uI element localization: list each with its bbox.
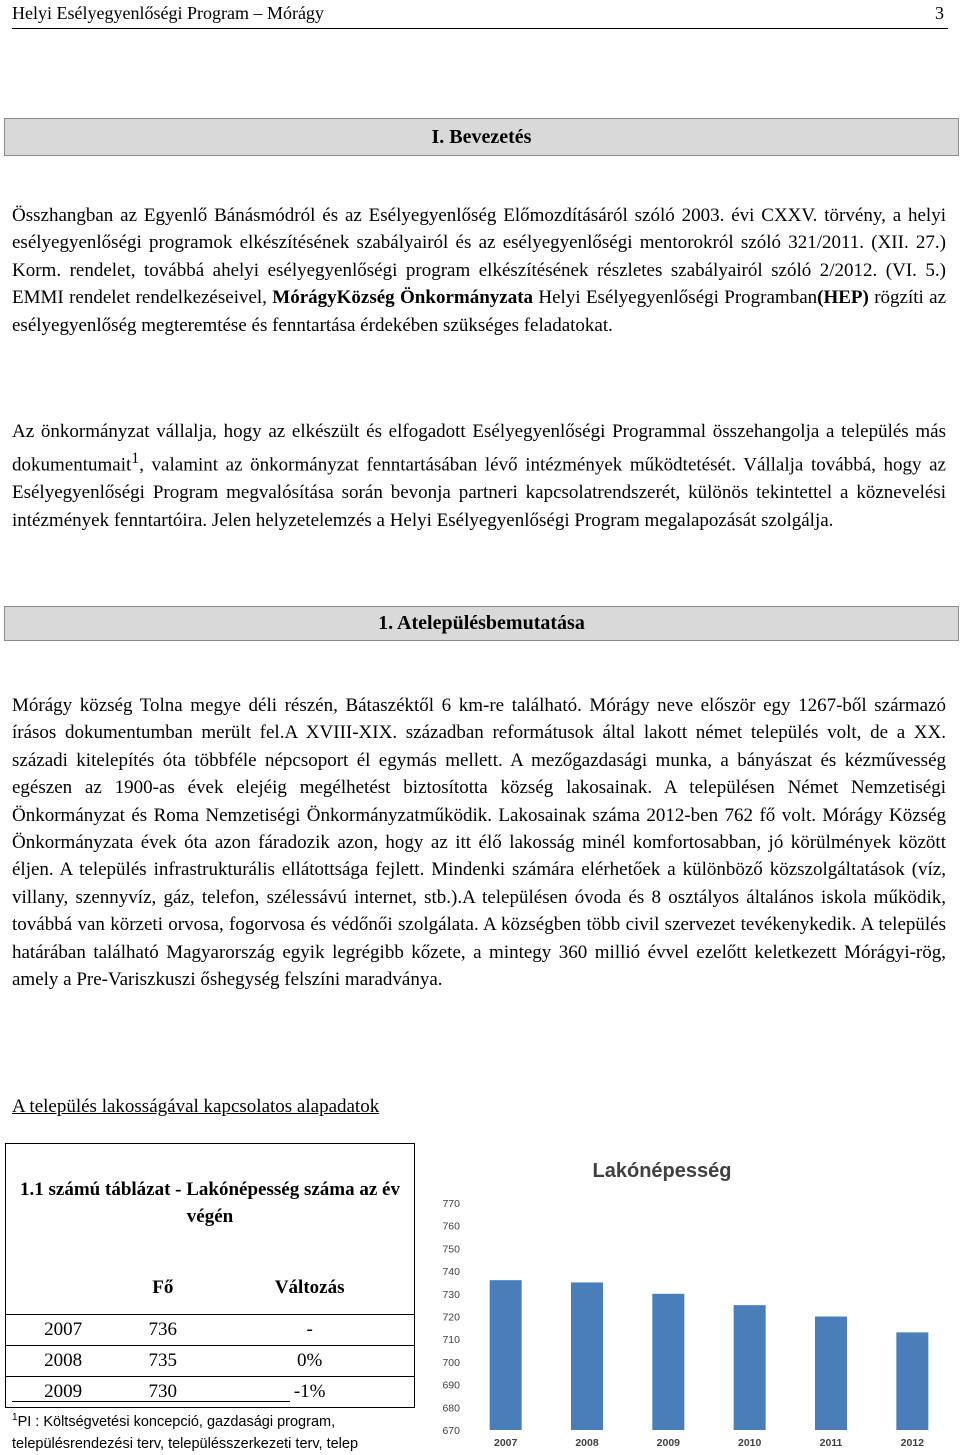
section-heading-telepules: 1. Atelepülésbemutatása: [4, 606, 959, 641]
y-tick-label: 700: [442, 1356, 460, 1369]
intro-hep-abbr: (HEP): [817, 287, 869, 309]
y-tick-label: 750: [442, 1243, 460, 1256]
chart-svg: [422, 1143, 960, 1451]
table-cell: 2007: [6, 1315, 121, 1346]
bar: [815, 1317, 847, 1431]
bar: [896, 1332, 928, 1430]
page-number: 3: [935, 3, 944, 23]
y-tick-label: 710: [442, 1334, 460, 1347]
x-tick-label: 2012: [900, 1437, 925, 1449]
table-caption: 1.1 számú táblázat - Lakónépesség száma az év végén: [6, 1144, 415, 1263]
y-tick-label: 720: [442, 1311, 460, 1324]
intro-paragraph-1: [12, 202, 946, 339]
y-tick-label: 740: [442, 1266, 460, 1279]
table-header-row: [6, 1262, 415, 1315]
running-header-title: Helyi Esélyegyenlőségi Program – Mórágy: [12, 3, 324, 23]
population-subheading: A település lakosságával kapcsolatos alapadatok: [12, 1096, 380, 1117]
table-cell: 2009: [6, 1377, 121, 1408]
footnote-ref[interactable]: 1: [131, 450, 140, 468]
bar: [571, 1282, 603, 1430]
table-cell: 730: [120, 1377, 205, 1408]
table-header-cell: [6, 1262, 121, 1315]
chart-title: Lakónépesség: [592, 1160, 732, 1182]
y-tick-label: 730: [442, 1288, 460, 1301]
x-tick-label: 2007: [493, 1437, 518, 1449]
table-cell: 0%: [205, 1346, 414, 1377]
table-header-cell: Fő: [152, 1277, 174, 1298]
x-tick-label: 2010: [737, 1437, 762, 1449]
table-cell: 2008: [6, 1346, 121, 1377]
footnote-number: 1: [12, 1412, 18, 1423]
population-table: [5, 1143, 415, 1408]
intro-text-c: Helyi Esélyegyenlőségi Programban: [533, 287, 818, 309]
x-tick-label: 2011: [819, 1437, 843, 1449]
x-tick-label: 2009: [656, 1437, 681, 1449]
bar: [734, 1305, 766, 1430]
intro-text-a: Összhangban az Egyenlő Bánásmódról és az Esélyegyenlőség Előmozdításáról szóló 2003. évi CXXV. törvény, a helyi esélyegyenlőségi programok elkészítésének szabályairól és az esélyegyenlőségi mentorokról szóló 321/2011. (XII. 27.) Korm. rendelet, továbbá ahelyi esélyegyenlőségi program elkészítésének részletes szabályairól szóló 2/2012. (VI. 5.) EMMI rendelet rendelkezéseivel,: [12, 205, 946, 309]
bar: [652, 1294, 684, 1430]
footnote-separator: [12, 1401, 290, 1402]
section-heading-bevezetes: I. Bevezetés: [4, 118, 959, 156]
intro2-text-a: Az önkormányzat vállalja, hogy az elkészült és elfogadott Esélyegyenlőségi Programmal összehangolja a település más dokumentumait: [12, 421, 946, 476]
footnote-line-2: településrendezési terv, településszerkezeti terv, telep: [12, 1435, 359, 1452]
y-tick-label: 670: [442, 1425, 460, 1437]
table-row: [6, 1315, 415, 1346]
settlement-paragraph: Mórágy község Tolna megye déli részén, Bátaszéktől 6 km-re található. Mórágy neve először egy 1267-ből származó írásos dokumentumban merült fel.A XVIII-XIX. században reformátusok által lakott német település volt, de a XX. századi kitelepítés óta többféle népcsoport él egymás mellett. A mezőgazdasági munka, a bányászat és kézművesség egészen az 1900-as évek elejéig megélhetést biztosította község lakosainak. A településen Német Nemzetiségi Önkormányzat és Roma Nemzetiségi Önkormányzatműködik. Lakosainak száma 2012-ben 762 fő volt. Mórágy Község Önkormányzata évek óta azon fáradozik azon, hogy az itt élő lakosság minél komfortosabban, jó körülmények között éljen. A település infrastrukturális ellátottsága fejlett. Mindenki számára elérhetőek a különböző közszolgáltatások (víz, villany, szennyvíz, gáz, telefon, szélessávú internet, stb.).A településen óvoda és 8 osztályos általános iskola működik, továbbá van körzeti orvosa, fogorvosa és védőnői szolgálata. A községben több civil szervezet tevékenykedik. A település határában található Magyarország egyik legrégibb kőzete, a mintegy 360 millió évvel ezelőtt keletkezett Mórágyi-rög, amely a Pre-Variszkuszi őshegység felszíni maradványa.: [12, 695, 946, 991]
footnote-line-1: PI : Költségvetési koncepció, gazdasági program,: [17, 1413, 336, 1430]
intro-paragraph-2: [12, 418, 946, 534]
table-row: [6, 1377, 415, 1408]
table-cell: 735: [120, 1346, 205, 1377]
y-tick-label: 690: [442, 1379, 460, 1392]
footnote: [12, 1407, 452, 1455]
table-header-cell: Változás: [205, 1262, 414, 1315]
table-cell: 736: [120, 1315, 205, 1346]
y-tick-label: 680: [442, 1402, 460, 1415]
y-tick-label: 770: [442, 1198, 460, 1210]
intro2-text-b: , valamint az önkormányzat fenntartásában lévő intézmények működtetését. Vállalja továbbá, hogy az Esélyegyenlőségi Program megvalósítása során bevonja partneri kapcsolatrendszerét, különös tekintettel a köznevelési intézmények fenntartóira. Jelen helyzetelemzés a Helyi Esélyegyenlőségi Program megalapozását szolgálja.: [12, 454, 946, 531]
table-row: [6, 1346, 415, 1377]
running-header: [12, 0, 948, 29]
intro-municipality-name: MórágyKözség Önkormányzata: [272, 287, 534, 309]
intro-text-e: rögzíti az esélyegyenlőség megteremtése és fenntartása érdekében szükséges feladatokat.: [12, 287, 946, 336]
x-tick-label: 2008: [575, 1437, 599, 1449]
bar: [490, 1280, 522, 1430]
table-cell: -: [205, 1315, 414, 1346]
table-cell: -1%: [205, 1377, 414, 1408]
y-tick-label: 760: [442, 1220, 460, 1233]
population-chart: [422, 1143, 960, 1451]
